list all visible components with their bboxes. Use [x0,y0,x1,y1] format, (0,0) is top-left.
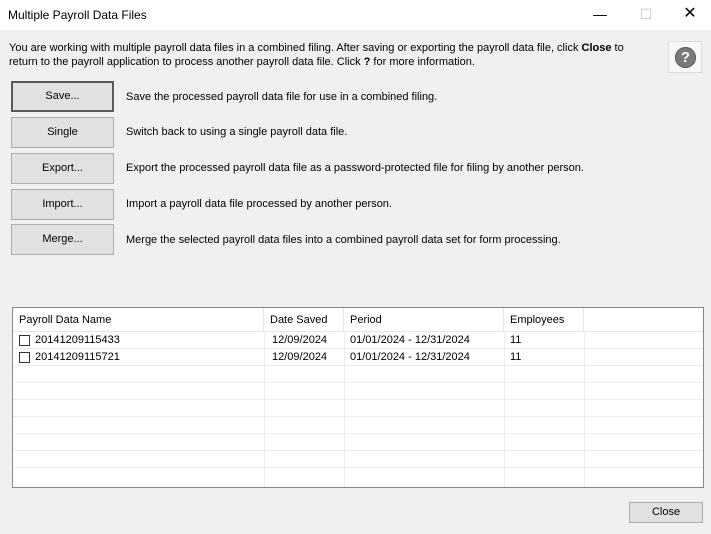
row-checkbox[interactable] [19,335,30,346]
cell-employees: 11 [510,334,522,346]
single-button[interactable]: Single [11,117,114,148]
maximize-button[interactable]: ☐ [639,6,653,22]
export-button[interactable]: Export... [11,153,114,184]
window-title: Multiple Payroll Data Files [8,8,147,22]
help-button[interactable] [668,41,702,73]
row-gridline [13,433,703,434]
single-description: Switch back to using a single payroll data file. [126,126,348,138]
cell-name: 20141209115433 [35,334,120,346]
cell-date-saved: 12/09/2024 [272,351,328,363]
row-gridline [13,416,703,417]
intro-close-word: Close [581,42,612,54]
cell-period: 01/01/2024 - 12/31/2024 [350,351,470,363]
save-description: Save the processed payroll data file for use in a combined filing. [126,91,438,103]
merge-description: Merge the selected payroll data files into a combined payroll data set for form processing. [126,234,561,246]
column-header-empty[interactable] [584,308,703,331]
title-bar [0,0,711,30]
intro-part-1: You are working with multiple payroll data files in a combined filing. After saving or exporting the payroll data file, click [9,42,582,54]
intro-part-2: to return to the payroll application to process another payroll data file. Click [9,42,624,68]
import-button[interactable]: Import... [11,189,114,220]
column-header-period[interactable]: Period [344,308,504,331]
row-checkbox[interactable] [19,352,30,363]
close-button[interactable]: Close [629,502,703,523]
import-description: Import a payroll data file processed by another person. [126,198,392,210]
column-header-name[interactable]: Payroll Data Name [13,308,264,331]
cell-employees: 11 [510,351,522,363]
row-gridline [13,399,703,400]
merge-button[interactable]: Merge... [11,224,114,255]
intro-part-3: for more information. [370,56,475,68]
close-window-button[interactable]: ✕ [683,5,697,22]
intro-text [9,41,649,69]
save-button[interactable]: Save... [11,81,114,112]
cell-period: 01/01/2024 - 12/31/2024 [350,334,470,346]
export-description: Export the processed payroll data file as a password-protected file for filing by another person. [126,162,584,174]
row-gridline [13,467,703,468]
table-row[interactable] [13,350,703,366]
row-gridline [13,382,703,383]
list-header [13,308,703,332]
payroll-files-list[interactable] [12,307,704,488]
column-header-date-saved[interactable]: Date Saved [264,308,344,331]
cell-name: 20141209115721 [35,351,120,363]
cell-date-saved: 12/09/2024 [272,334,328,346]
row-gridline [13,450,703,451]
help-icon: ? [675,47,696,68]
minimize-button[interactable]: — [593,6,607,22]
column-header-employees[interactable]: Employees [504,308,584,331]
intro-help-word: ? [363,56,371,68]
table-row[interactable] [13,333,703,349]
